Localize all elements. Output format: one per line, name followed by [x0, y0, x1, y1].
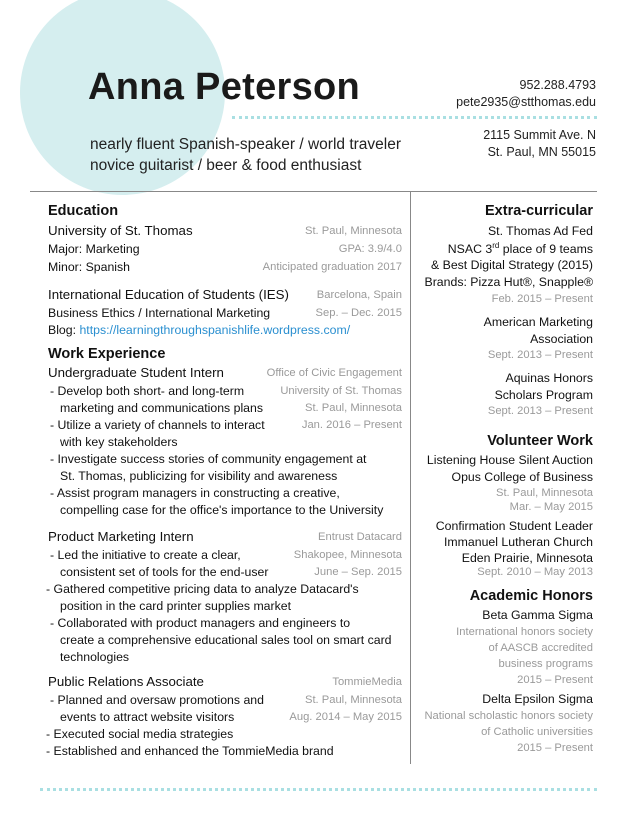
honor-desc: of AASCB accredited: [488, 642, 593, 654]
graduation-date: Anticipated graduation 2017: [262, 261, 402, 273]
volunteer-location: St. Paul, Minnesota: [495, 487, 593, 499]
honors-heading: Academic Honors: [469, 588, 593, 604]
job-bullet: - Investigate success stories of community engagement at: [50, 452, 367, 466]
candidate-name: Anna Peterson: [88, 66, 361, 108]
volunteer-line: Listening House Silent Auction: [426, 453, 593, 467]
honor-desc: National scholastic honors society: [424, 710, 593, 722]
ama-title-2: Association: [530, 332, 593, 346]
job-bullet: - Led the initiative to create a clear,: [50, 548, 241, 562]
volunteer-line: Confirmation Student Leader: [435, 519, 593, 533]
job-location: St. Paul, Minnesota: [304, 694, 402, 706]
job-bullet: - Utilize a variety of channels to interact: [50, 418, 265, 432]
address-city: St. Paul, MN 55015: [487, 145, 596, 159]
blog-label: Blog:: [48, 323, 77, 337]
job-bullet: position in the card printer supplies market: [60, 599, 292, 613]
job-bullet: consistent set of tools for the end-user: [60, 565, 269, 579]
bottom-dotted-divider: [40, 788, 597, 791]
volunteer-dates: Mar. – May 2015: [509, 501, 593, 513]
phone: 952.288.4793: [519, 78, 596, 92]
gpa: GPA: 3.9/4.0: [338, 243, 402, 255]
job-bullet: - Assist program managers in constructing a creative,: [50, 486, 340, 500]
job-bullet: with key stakeholders: [60, 435, 178, 449]
nsac-ordinal: rd: [492, 241, 500, 250]
column-divider: [410, 192, 411, 764]
ies-program: International Education of Students (IES): [48, 287, 289, 302]
work-heading: Work Experience: [48, 346, 166, 362]
job-bullet: - Collaborated with product managers and engineers to: [50, 616, 351, 630]
header-rule: [30, 191, 597, 192]
job-bullet: - Established and enhanced the TommieMedia brand: [46, 744, 334, 758]
job-bullet: - Executed social media strategies: [46, 727, 234, 741]
tagline-line-2: novice guitarist / beer & food enthusiast: [90, 157, 362, 174]
job-title: Undergraduate Student Intern: [48, 365, 224, 380]
job-bullet: create a comprehensive educational sales tool on smart card: [60, 633, 392, 647]
job-org: Office of Civic Engagement: [266, 367, 402, 379]
adfed-title: St. Thomas Ad Fed: [487, 224, 593, 238]
honor-date: 2015 – Present: [517, 742, 593, 754]
aquinas-dates: Sept. 2013 – Present: [487, 405, 593, 417]
job-bullet: compelling case for the office's importance to the University: [60, 503, 384, 517]
honor-desc: business programs: [498, 658, 593, 670]
honor-date: 2015 – Present: [517, 674, 593, 686]
volunteer-dates: Sept. 2010 – May 2013: [477, 566, 593, 578]
education-heading: Education: [48, 203, 119, 219]
job-bullet: marketing and communications plans: [60, 401, 264, 415]
job-location: Shakopee, Minnesota: [293, 549, 402, 561]
nsac-text-b: place of 9 teams: [499, 242, 593, 257]
ama-dates: Sept. 2013 – Present: [487, 349, 593, 361]
job-bullet: events to attract website visitors: [60, 710, 235, 724]
job-bullet: technologies: [60, 650, 130, 664]
volunteer-line: Eden Prairie, Minnesota: [461, 551, 593, 565]
tagline-line-1: nearly fluent Spanish-speaker / world traveler: [90, 136, 402, 153]
ies-courses: Business Ethics / International Marketing: [48, 306, 271, 320]
brands: Brands: Pizza Hut®, Snapple®: [424, 275, 593, 289]
volunteer-heading: Volunteer Work: [487, 433, 593, 449]
job-title: Public Relations Associate: [48, 674, 204, 689]
ies-location: Barcelona, Spain: [316, 289, 402, 301]
job-org: Entrust Datacard: [318, 531, 402, 543]
school-name: University of St. Thomas: [48, 223, 193, 238]
honor-title: Beta Gamma Sigma: [482, 608, 593, 622]
nsac-text-a: NSAC 3: [447, 242, 493, 257]
digital-strategy: & Best Digital Strategy (2015): [431, 258, 593, 272]
volunteer-line: Immanuel Lutheran Church: [443, 535, 593, 549]
blog-link[interactable]: https://learningthroughspanishlife.wordpress.com/: [79, 323, 351, 337]
aquinas-title-2: Scholars Program: [494, 388, 593, 402]
email[interactable]: pete2935@stthomas.edu: [456, 95, 596, 109]
ama-title-1: American Marketing: [483, 315, 593, 329]
honor-desc: International honors society: [456, 626, 593, 638]
ies-dates: Sep. – Dec. 2015: [315, 307, 402, 319]
blog-line: [48, 323, 350, 337]
job-dates: Jan. 2016 – Present: [301, 419, 402, 431]
job-bullet: St. Thomas, publicizing for visibility and awareness: [60, 469, 338, 483]
address-street: 2115 Summit Ave. N: [483, 128, 596, 142]
minor: Minor: Spanish: [48, 260, 131, 274]
job-location: University of St. Thomas: [280, 385, 402, 397]
job-bullet: - Gathered competitive pricing data to analyze Datacard's: [46, 582, 359, 596]
volunteer-line: Opus College of Business: [451, 470, 593, 484]
job-title: Product Marketing Intern: [48, 529, 194, 544]
top-dotted-divider: [232, 116, 597, 119]
school-location: St. Paul, Minnesota: [304, 225, 402, 237]
job-org: TommieMedia: [332, 676, 402, 688]
aquinas-title-1: Aquinas Honors: [505, 371, 593, 385]
job-location: St. Paul, Minnesota: [304, 402, 402, 414]
honor-desc: of Catholic universities: [481, 726, 593, 738]
job-dates: June – Sep. 2015: [314, 566, 402, 578]
job-bullet: - Develop both short- and long-term: [50, 384, 245, 398]
nsac-line: [448, 241, 593, 256]
job-bullet: - Planned and oversaw promotions and: [50, 693, 264, 707]
adfed-dates: Feb. 2015 – Present: [491, 293, 593, 305]
major: Major: Marketing: [48, 242, 140, 256]
job-dates: Aug. 2014 – May 2015: [289, 711, 402, 723]
honor-title: Delta Epsilon Sigma: [482, 692, 593, 706]
extra-heading: Extra-curricular: [485, 203, 593, 219]
